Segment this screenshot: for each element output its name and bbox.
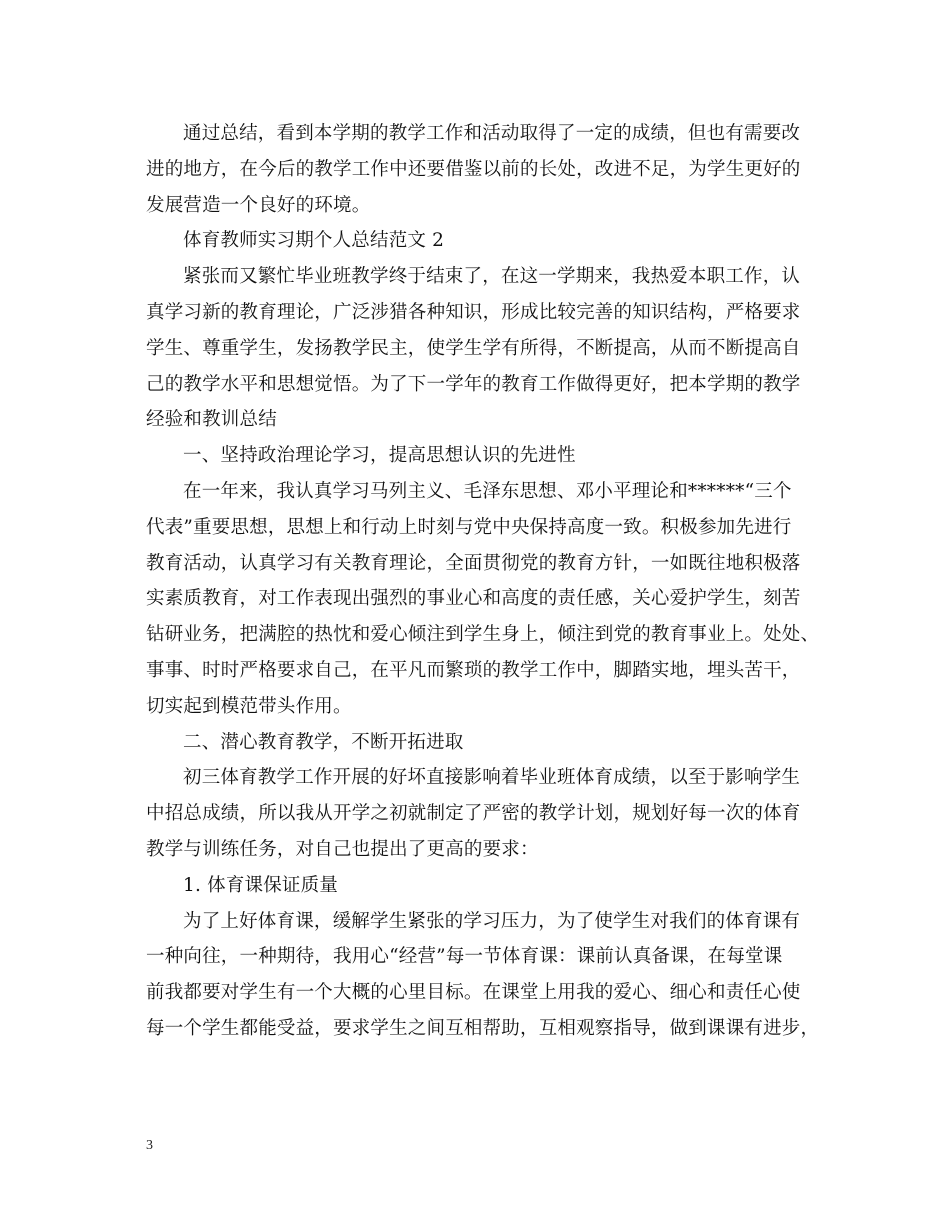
text-line: 教育活动，认真学习有关教育理论，全面贯彻党的教育方针，一如既往地积极落 (146, 552, 801, 574)
text-line: 为了上好体育课，缓解学生紧张的学习压力，为了使学生对我们的体育课有 (183, 910, 801, 932)
page-number: 3 (146, 1138, 153, 1153)
document-body (146, 116, 820, 1047)
text-line: 进的地方，在今后的教学工作中还要借鉴以前的长处，改进不足，为学生更好的 (146, 158, 801, 180)
text-line: 真学习新的教育理论，广泛涉猎各种知识，形成比较完善的知识结构，严格要求 (146, 301, 801, 323)
text-line: 实素质教育，对工作表现出强烈的事业心和高度的责任感，关心爱护学生，刻苦 (146, 588, 801, 610)
text-line: 初三体育教学工作开展的好坏直接影响着毕业班体育成绩，以至于影响学生 (183, 767, 801, 789)
text-line: 在一年来，我认真学习马列主义、毛泽东思想、邓小平理论和******“三个 (183, 480, 792, 502)
text-line: 中招总成绩，所以我从开学之初就制定了严密的教学计划，规划好每一次的体育 (146, 803, 801, 825)
text-line: 二、潜心教育教学，不断开拓进取 (183, 731, 464, 753)
text-line: 一种向往，一种期待，我用心“经营”每一节体育课：课前认真备课，在每堂课 (146, 946, 783, 968)
text-line: 每一个学生都能受益，要求学生之间互相帮助，互相观察指导，做到课课有进步， (146, 1017, 820, 1039)
text-line: 紧张而又繁忙毕业班教学终于结束了，在这一学期来，我热爱本职工作，认 (183, 266, 801, 288)
text-line: 体育教师实习期个人总结范文 2 (183, 230, 445, 252)
text-line: 前我都要对学生有一个大概的心里目标。在课堂上用我的爱心、细心和责任心使 (146, 982, 801, 1004)
text-line: 钻研业务，把满腔的热忱和爱心倾注到学生身上，倾注到党的教育事业上。处处、 (146, 624, 820, 646)
text-line: 发展营造一个良好的环境。 (146, 194, 371, 216)
text-line: 事事、时时严格要求自己，在平凡而繁琐的教学工作中，脚踏实地，埋头苦干， (146, 659, 801, 681)
text-line: 己的教学水平和思想觉悟。为了下一学年的教育工作做得更好，把本学期的教学 (146, 373, 801, 395)
text-line: 通过总结，看到本学期的教学工作和活动取得了一定的成绩，但也有需要改 (183, 123, 801, 144)
text-line: 切实起到模范带头作用。 (146, 695, 352, 717)
text-line: 1. 体育课保证质量 (183, 874, 339, 896)
text-line: 一、坚持政治理论学习，提高思想认识的先进性 (183, 445, 576, 467)
text-line: 代表”重要思想，思想上和行动上时刻与党中央保持高度一致。积极参加先进行 (146, 516, 792, 538)
text-line: 学生、尊重学生，发扬教学民主，使学生学有所得，不断提高，从而不断提高自 (146, 337, 801, 359)
text-line: 教学与训练任务，对自己也提出了更高的要求： (146, 838, 539, 860)
text-line: 经验和教训总结 (146, 409, 277, 431)
